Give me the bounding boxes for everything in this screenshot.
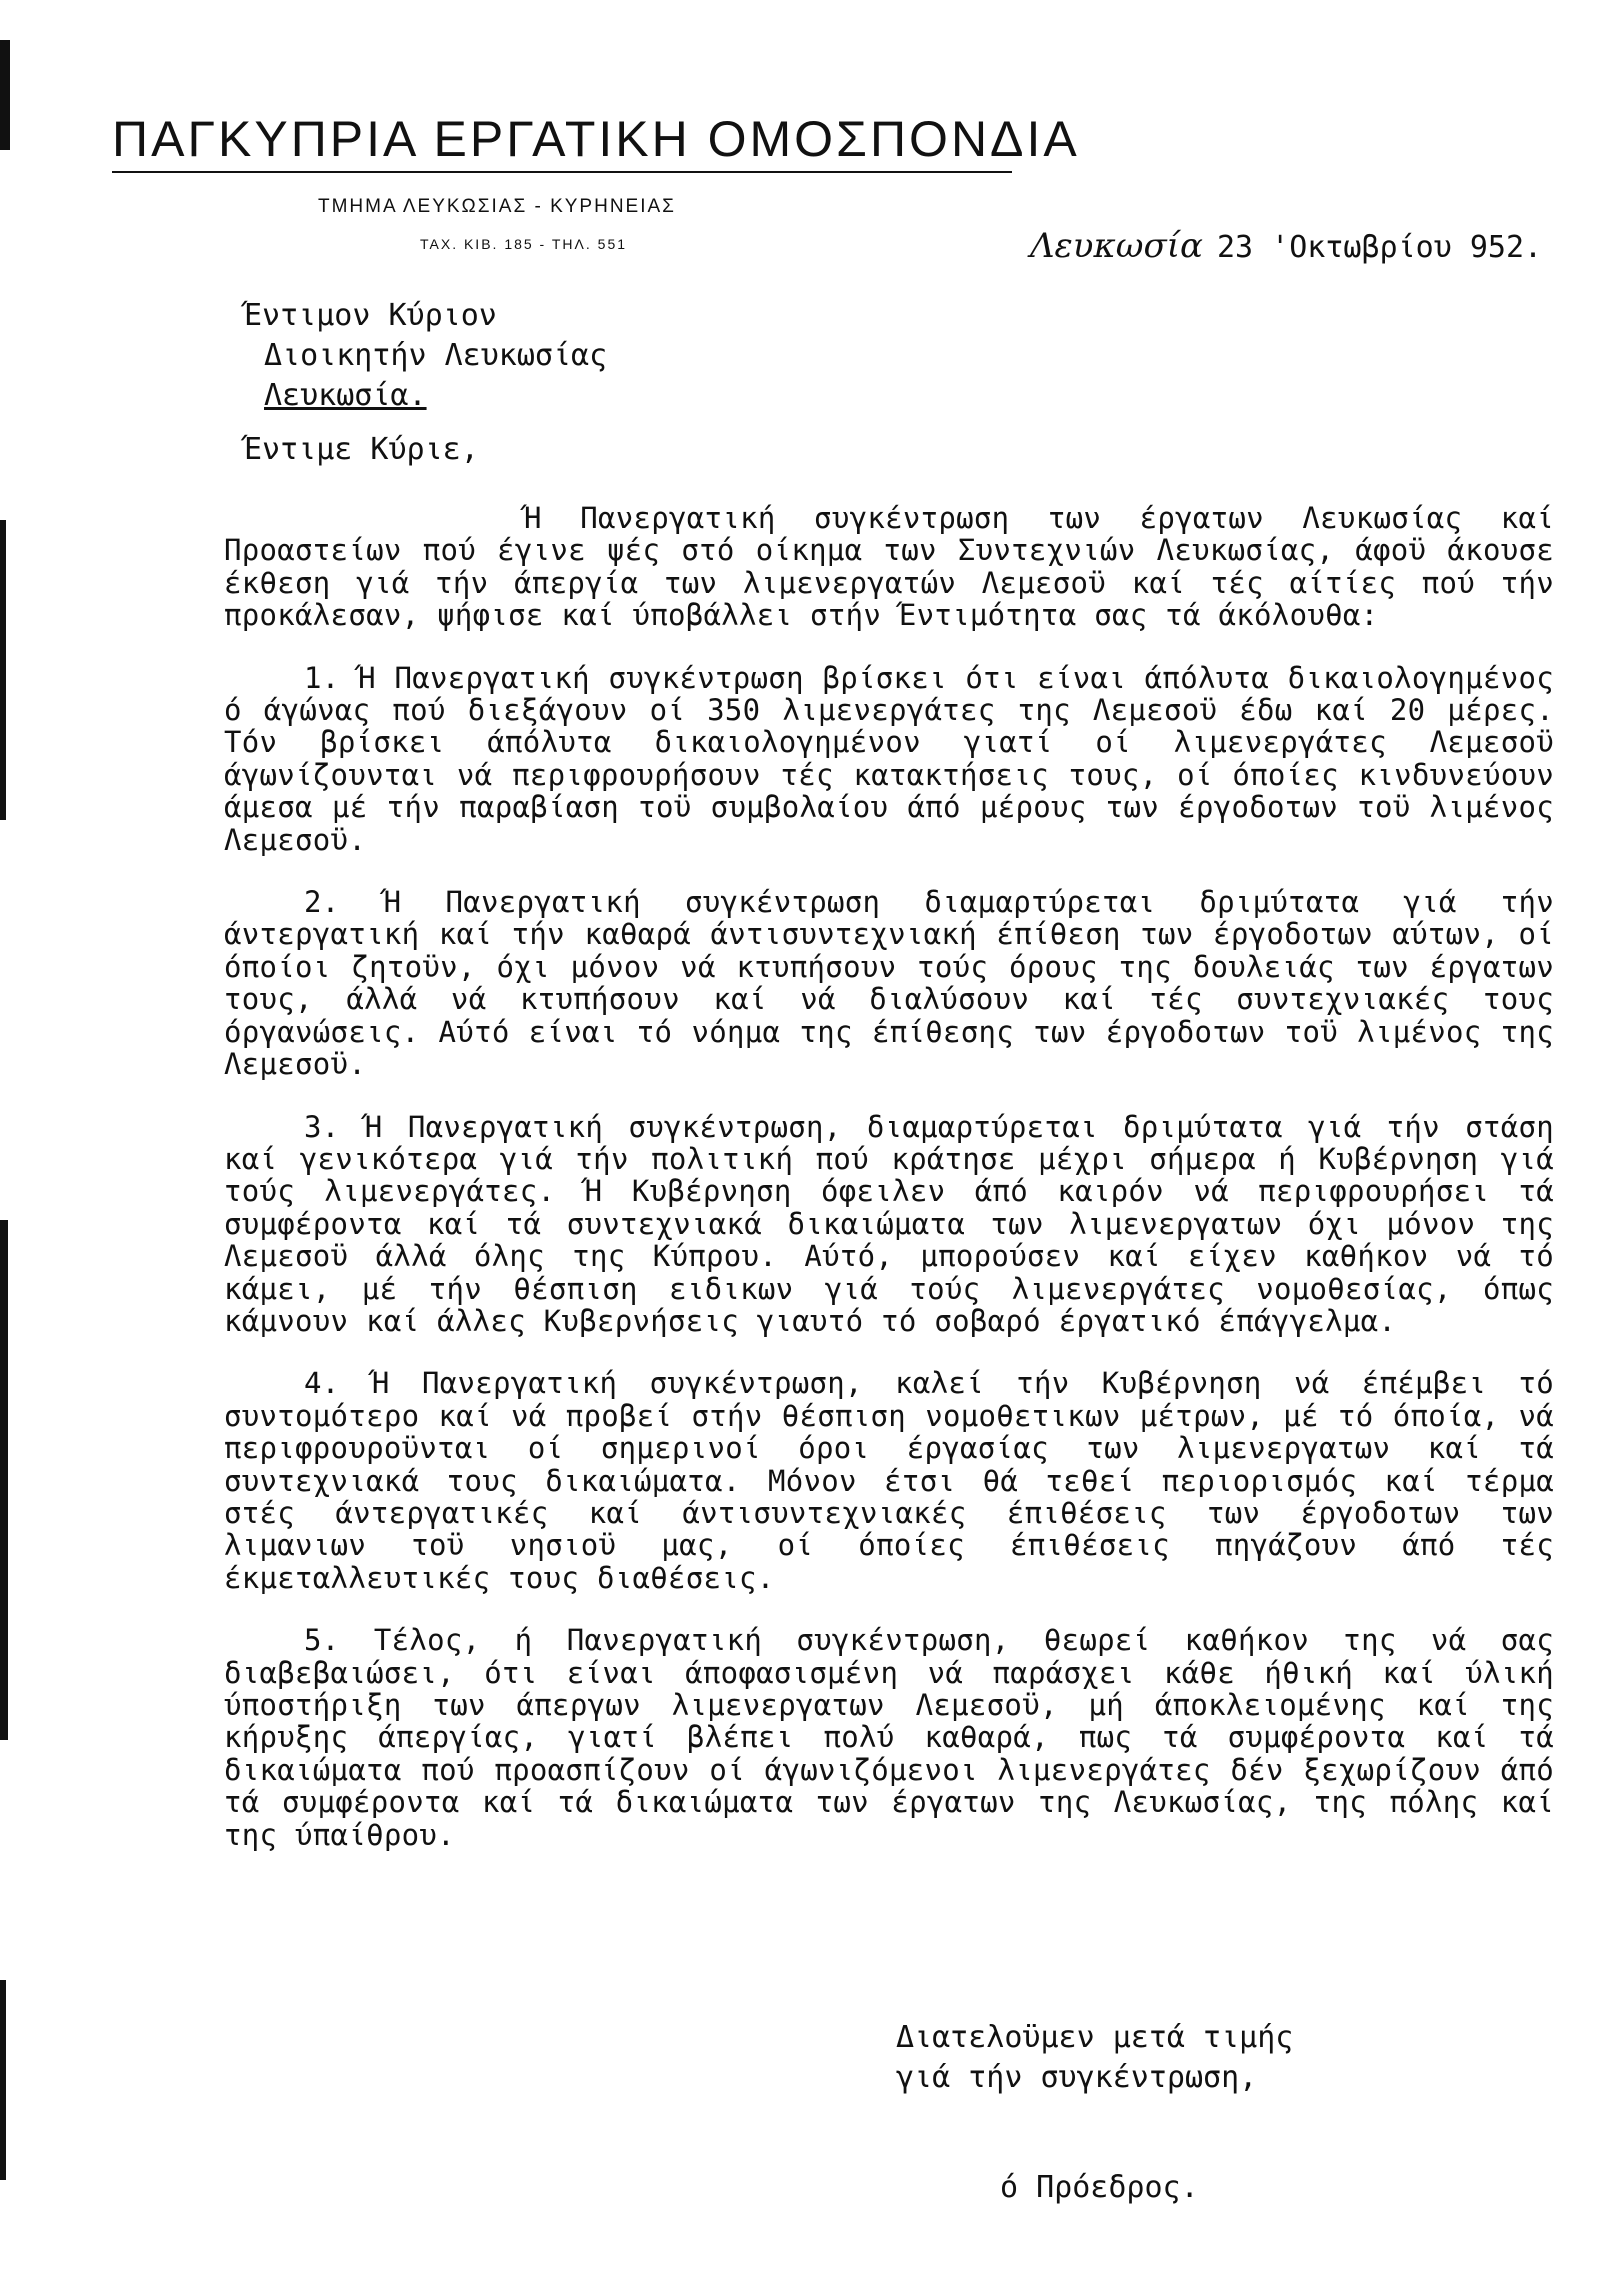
date-place: Λευκωσία [1030, 226, 1203, 266]
letter-body [224, 502, 1554, 1881]
organization-name: ΠΑΓΚΥΠΡΙΑ ΕΡΓΑΤΙΚΗ ΟΜΟΣΠΟΝΔΙΑ [112, 112, 1012, 173]
scan-edge-mark [0, 520, 6, 820]
resolution-paragraph-3: 3. Ή Πανεργατική συγκέντρωση, διαμαρτύρεται δριμύτατα γιά τήν στάση καί γενικότερα γιά τήν πολιτική πού κράτησε μέχρι σήμερα ή Κυβέρνηση γιά τούς λιμενεργάτες. Ή Κυβέρνηση όφειλεν άπό καιρόν νά περιφρουρήσει τά συμφέροντα καί τά συντεχνιακά δικαιώματα των λιμενεργατων όχι μόνον της Λεμεσοϋ άλλά όλης της Κύπρου. Αύτό, μπορούσεν καί είχεν καθήκον νά τό κάμει, μέ τήν θέσπιση ειδικων γιά τούς λιμενεργάτες νομοθεσίας, όπως κάμνουν καί άλλες Κυβερνήσεις γιαυτό τό σοβαρό έργατικό έπάγγελμα. [224, 1109, 1554, 1338]
resolution-paragraph-5: 5. Τέλος, ή Πανεργατική συγκέντρωση, θεωρεί καθήκον της νά σας διαβεβαιώσει, ότι είναι άποφασισμένη νά παράσχει κάθε ήθική καί ύλική ύποστήριξη των άπεργων λιμενεργατων Λεμεσοϋ, μή άποκλειομένης καί της κήρυξης άπεργίας, γιατί βλέπει πολύ καθαρά, πως τά συμφέροντα καί τά δικαιώματα πού προασπίζουν οί άγωνιζόμενοι λιμενεργάτες δέν ξεχωρίζουν άπό τά συμφέροντα καί τά δικαιώματα των έργατων της Λευκωσίας, της πόλης καί της ύπαίθρου. [224, 1623, 1554, 1852]
scan-edge-mark [0, 1220, 8, 1740]
addressee-line: Έντιμον Κύριον [244, 298, 497, 333]
addressee-line: Διοικητήν Λευκωσίας [264, 338, 608, 373]
organization-branch: ΤΜΗΜΑ ΛΕΥΚΩΣΙΑΣ - ΚΥΡΗΝΕΙΑΣ [318, 196, 676, 217]
scan-edge-mark [0, 40, 10, 150]
addressee-block [244, 296, 607, 416]
closing-line: Διατελοϋμεν μετά τιμής [896, 2020, 1294, 2055]
addressee-city: Λευκωσία. [264, 378, 427, 413]
letter-date [1030, 226, 1542, 266]
signature-title: ό Πρόεδρος. [1000, 2170, 1199, 2205]
closing-line: γιά τήν συγκέντρωση, [896, 2060, 1258, 2095]
intro-paragraph: Ή Πανεργατική συγκέντρωση των έργατων Λευκωσίας καί Προαστείων πού έγινε ψές στό οίκημα των Συντεχνιών Λευκωσίας, άφοϋ άκουσε έκθεση γιά τήν άπεργία των λιμενεργατών Λεμεσοϋ καί τές αίτίες πού τήν προκάλεσαν, ψήφισε καί ύποβάλλει στήν Έντιμότητα σας τά άκόλουθα: [224, 501, 1554, 633]
organization-contact: ΤΑΧ. ΚΙΒ. 185 - ΤΗΛ. 551 [420, 236, 628, 252]
closing-block [896, 2018, 1293, 2098]
resolution-paragraph-4: 4. Ή Πανεργατική συγκέντρωση, καλεί τήν Κυβέρνηση νά έπέμβει τό συντομότερο καί νά προβεί στήν θέσπιση νομοθετικων μέτρων, μέ τό όποία, νά περιφρουροϋνται οί σημερινοί όροι έργασίας των λιμενεργατων καί τά συντεχνιακά τους δικαιώματα. Μόνον έτσι θά τεθεί περιορισμός καί τέρμα στές άντεργατικές καί άντισυντεχνιακές έπιθέσεις των έργοδοτων των λιμανιων τοϋ νησιοϋ μας, οί όποίες έπιθέσεις πηγάζουν άπό τές έκμεταλλευτικές τους διαθέσεις. [224, 1366, 1554, 1595]
date-text: 23 'Οκτωβρίου 952. [1217, 230, 1543, 265]
salutation: Έντιμε Κύριε, [244, 432, 479, 467]
resolution-paragraph-1: 1. Ή Πανεργατική συγκέντρωση βρίσκει ότι είναι άπόλυτα δικαιολογημένος ό άγώνας πού διεξάγουν οί 350 λιμενεργάτες της Λεμεσοϋ έδω καί 20 μέρες. Τόν βρίσκει άπόλυτα δικαιολογημένον γιατί οί λιμενεργάτες Λεμεσοϋ άγωνίζουνται νά περιφρουρήσουν τές κατακτήσεις τους, οί όποίες κινδυνεύουν άμεσα μέ τήν παραβίαση τοϋ συμβολαίου άπό μέρους των έργοδοτων τοϋ λιμένος Λεμεσοϋ. [224, 660, 1554, 857]
scan-edge-mark [0, 1980, 6, 2180]
resolution-paragraph-2: 2. Ή Πανεργατική συγκέντρωση διαμαρτύρεται δριμύτατα γιά τήν άντεργατική καί τήν καθαρά άντισυντεχνιακή έπίθεση των έργοδοτων αύτων, οί όποίοι ζητοϋν, όχι μόνον νά κτυπήσουν τούς όρους της δουλειάς των έργατων τους, άλλά νά κτυπήσουν καί νά διαλύσουν καί τές συντεχνιακές τους όργανώσεις. Αύτό είναι τό νόημα της έπίθεσης των έργοδοτων τοϋ λιμένος της Λεμεσοϋ. [224, 885, 1554, 1082]
